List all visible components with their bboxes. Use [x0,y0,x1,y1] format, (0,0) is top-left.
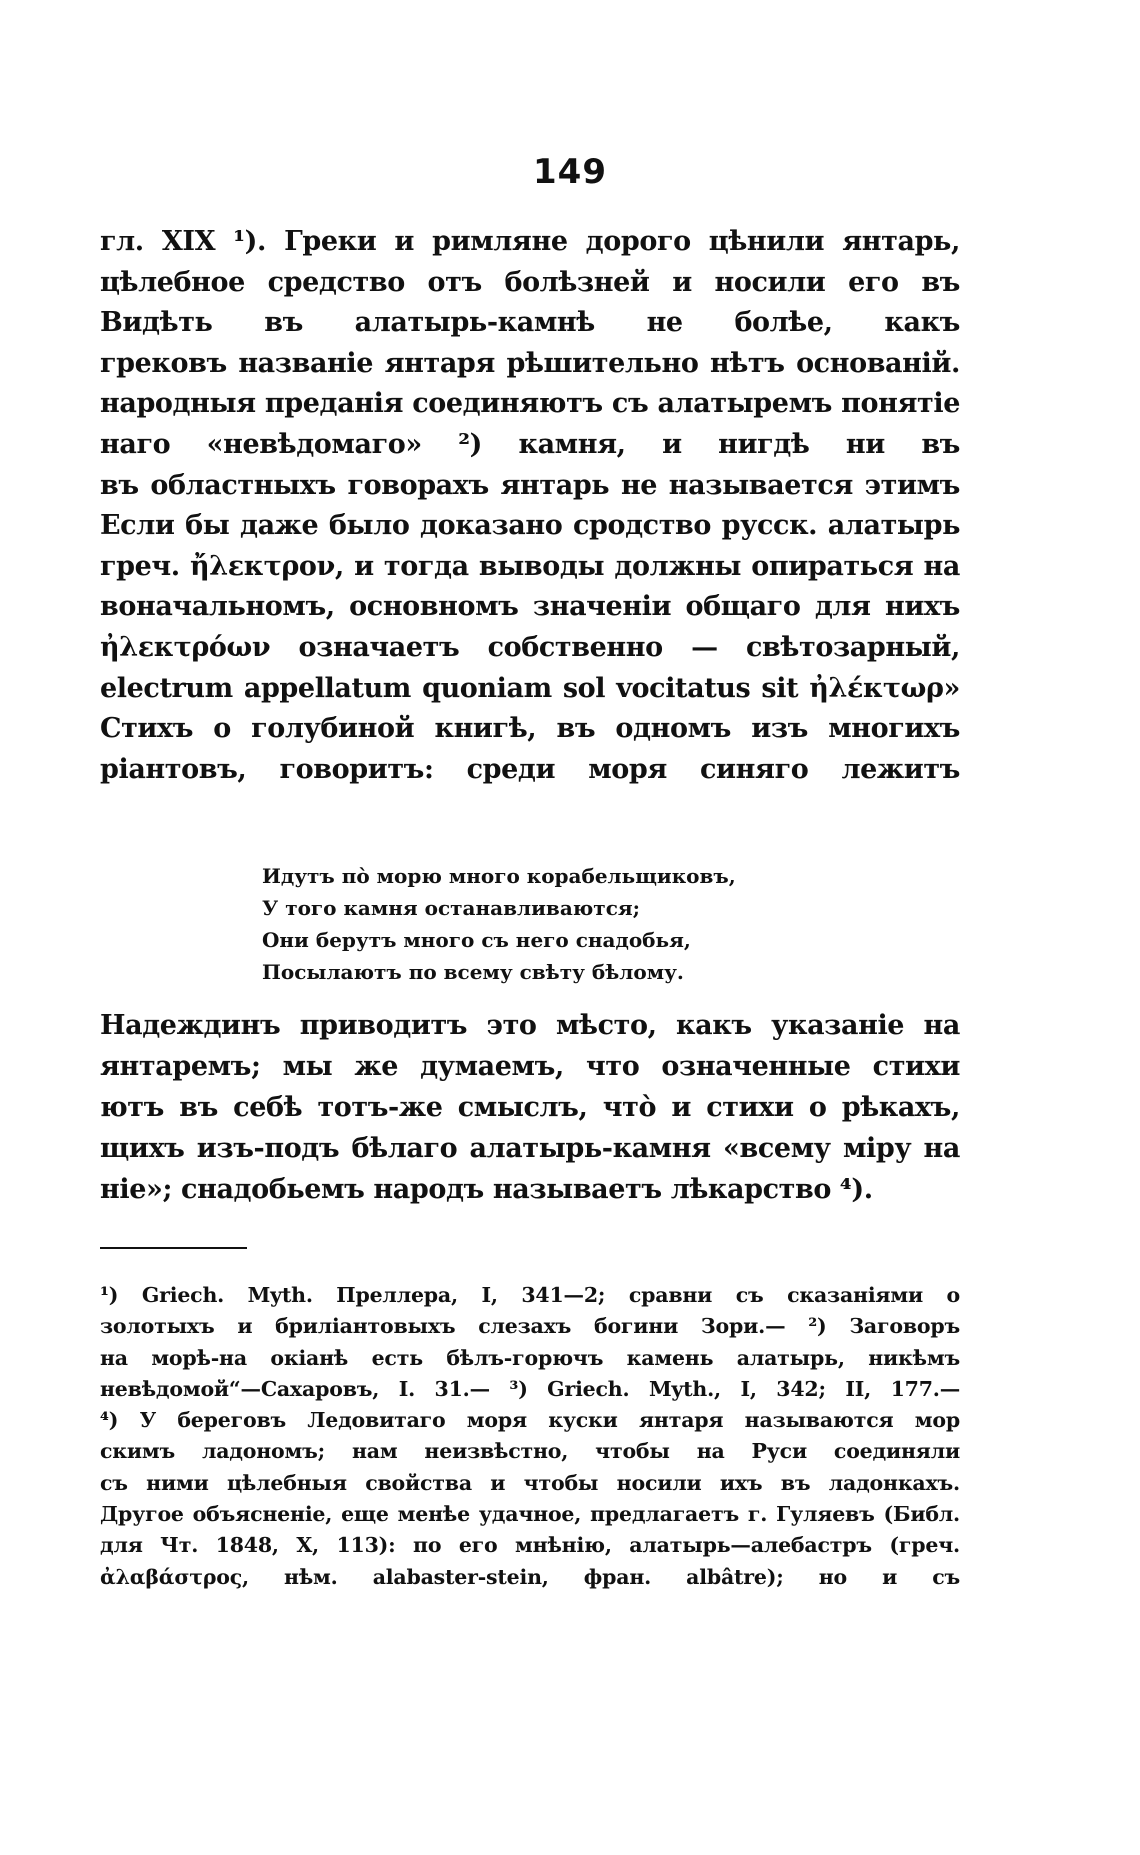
footnote-line: невѣдомой“—Сахаровъ, I. 31.— ³) Griech. Myth., I, 342; II, 177.— [100,1376,960,1401]
text-line: ріантовъ, говоритъ: среди моря синяго лежитъ [100,753,960,785]
text-line: наго «невѣдомаго» ²) камня, и нигдѣ ни въ [100,428,960,460]
text-line: ютъ въ себѣ тотъ-же смыслъ, чтò и стихи о рѣкахъ, [100,1092,960,1123]
footnote-line: ⁴) У береговъ Ледовитаго моря куски янтаря называются мор [100,1408,960,1433]
text-line: ἠλεκτρόων означаетъ собственно — свѣтозарный, [100,631,960,663]
text-line: ніе»; снадобьемъ народъ называетъ лѣкарство ⁴). [100,1174,873,1205]
text-line: народныя преданія соединяютъ съ алатыремъ понятіе [100,388,960,420]
text-line: Если бы даже было доказано сродство русск. алатырь [100,510,960,542]
footnote-line: золотыхъ и бриліантовыхъ слезахъ богини Зори.— ²) Заговоръ [100,1314,960,1339]
footnote-line: ἀλαβάστρος, нѣм. alabaster-stein, фран. albâtre); но и съ [100,1564,960,1589]
footnote-divider [100,1247,247,1249]
verse-quotation [262,860,862,988]
text-line: Стихъ о голубиной книгѣ, въ одномъ изъ многихъ [100,713,960,745]
text-line: грековъ названіе янтаря рѣшительно нѣтъ основаній. [100,347,960,379]
text-line: гл. XIX ¹). Греки и римляне дорого цѣнили янтарь, [100,226,960,257]
page-number: 149 [533,152,607,192]
verse-line: Идутъ пò морю много корабельщиковъ, [262,864,736,888]
text-line: воначальномъ, основномъ значеніи общаго для нихъ [100,591,960,623]
text-line: въ областныхъ говорахъ янтарь не называется этимъ [100,469,960,501]
text-line: цѣлебное средство отъ болѣзней и носили его въ [100,266,960,298]
text-line: щихъ изъ-подъ бѣлаго алатырь-камня «всему міру на [100,1133,960,1164]
verse-line: Они берутъ много съ него снадобья, [262,928,691,952]
footnote-line: для Чт. 1848, X, 113): по его мнѣнію, алатырь—алебастръ (греч. [100,1533,960,1558]
text-line: Видѣть въ алатырь-камнѣ не болѣе, какъ [100,307,960,339]
footnotes [100,1280,960,1593]
footnote-line: на морѣ-на окіанѣ есть бѣлъ-горючъ камень алатырь, никѣмъ [100,1345,960,1370]
text-line: янтаремъ; мы же думаемъ, что означенные стихи [100,1051,960,1082]
text-line: Надеждинъ приводитъ это мѣсто, какъ указаніе на [100,1010,960,1041]
footnote-line: ¹) Griech. Myth. Преллера, I, 341—2; сравни съ сказаніями о [100,1283,960,1307]
verse-line: Посылаютъ по всему свѣту бѣлому. [262,960,684,984]
footnote-line: съ ними цѣлебныя свойства и чтобы носили ихъ въ ладонкахъ. [100,1470,960,1495]
closing-paragraph [100,1005,960,1210]
main-paragraph [100,222,960,790]
text-line: греч. ἤλεκτρον, и тогда выводы должны опираться на [100,550,960,582]
verse-line: У того камня останавливаются; [262,896,641,920]
footnote-line: Другое объясненіе, еще менѣе удачное, предлагаетъ г. Гуляевъ (Библ. [100,1502,960,1527]
text-line: electrum appellatum quoniam sol vocitatus sit ἠλέκτωρ» [100,672,960,704]
footnote-line: скимъ ладономъ; нам неизвѣстно, чтобы на Руси соединяли [100,1439,960,1464]
